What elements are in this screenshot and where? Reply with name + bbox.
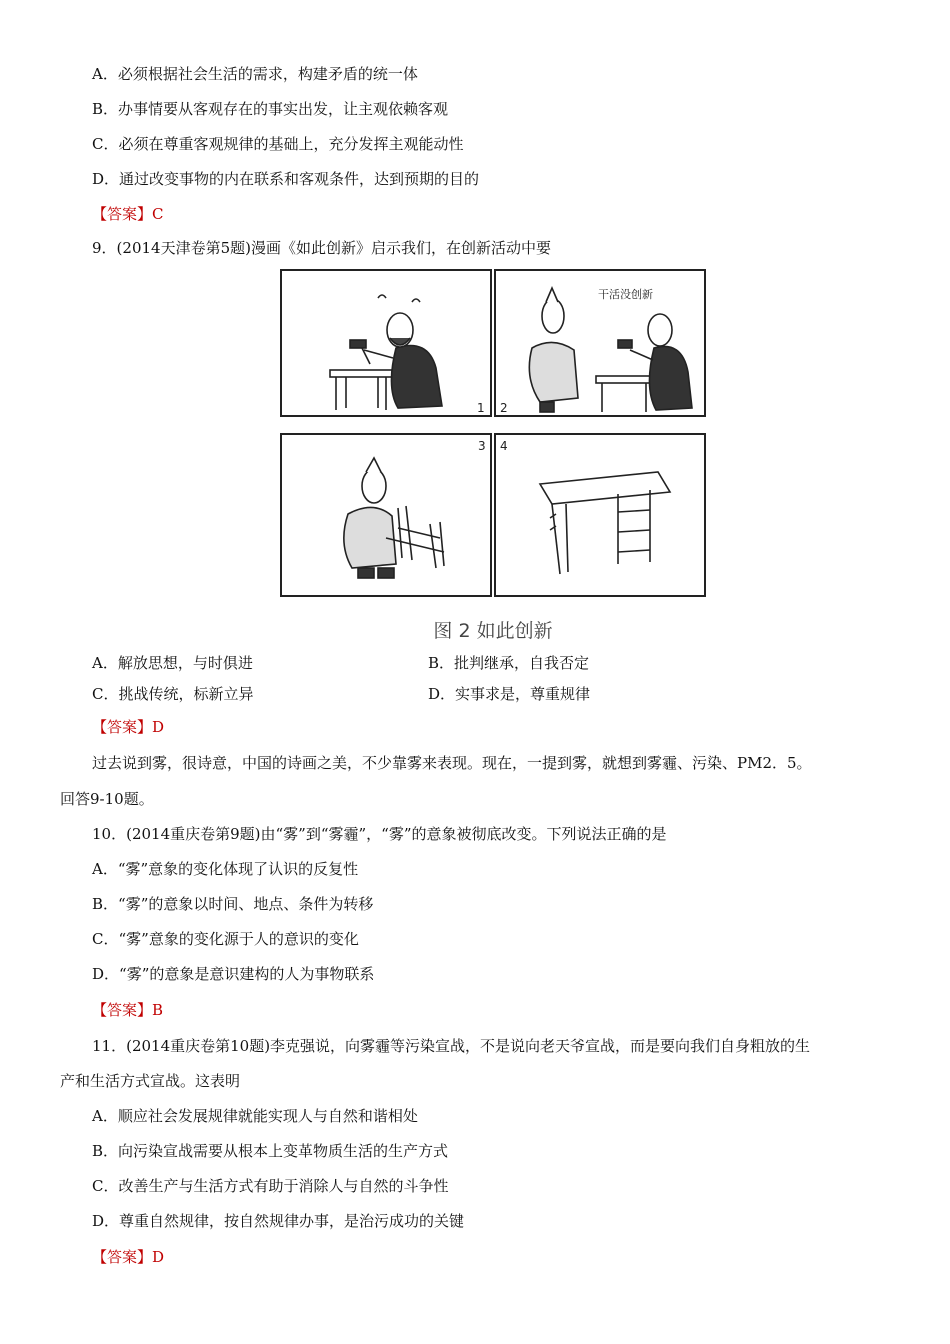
q9-stem: 9．(2014天津卷第5题)漫画《如此创新》启示我们，在创新活动中要: [92, 239, 551, 257]
passage-line-1: 过去说到雾，很诗意，中国的诗画之美，不少靠雾来表现。现在，一提到雾，就想到雾霾、污染、PM2．5。: [92, 754, 812, 772]
panel-number-1: 1: [477, 401, 485, 415]
answer-value: D: [152, 1248, 165, 1266]
answer-label: 【答案】: [92, 1001, 153, 1019]
q11-option-a: A．顺应社会发展规律就能实现人与自然和谐相处: [92, 1107, 418, 1125]
q10-option-a: A．“雾”意象的变化体现了认识的反复性: [92, 860, 359, 878]
q9-option-a: A．解放思想，与时俱进: [92, 654, 253, 672]
cartoon-figure: [278, 268, 708, 646]
panel-number-4: 4: [500, 439, 508, 453]
q8-option-d: D．通过改变事物的内在联系和客观条件，达到预期的目的: [92, 170, 480, 188]
q11-answer: [92, 1247, 164, 1267]
answer-value: D: [152, 718, 165, 736]
q11-option-b: B．向污染宣战需要从根本上变革物质生活的生产方式: [92, 1142, 449, 1160]
panel-number-2: 2: [500, 401, 508, 415]
answer-label: 【答案】: [92, 718, 153, 736]
q9-option-b: B．批判继承，自我否定: [428, 654, 590, 672]
q9-option-c: C．挑战传统，标新立异: [92, 685, 254, 703]
q11-option-d: D．尊重自然规律，按自然规律办事，是治污成功的关键: [92, 1212, 465, 1230]
q8-option-a: A．必须根据社会生活的需求，构建矛盾的统一体: [92, 65, 418, 83]
q11-stem-line-1: 11．(2014重庆卷第10题)李克强说，向雾霾等污染宣战，不是说向老天爷宣战，而是要向我们自身粗放的生: [92, 1037, 811, 1055]
panel-4-scene: [540, 472, 670, 574]
q11-option-c: C．改善生产与生活方式有助于消除人与自然的斗争性: [92, 1177, 449, 1195]
q10-option-b: B．“雾”的意象以时间、地点、条件为转移: [92, 895, 374, 913]
panel-3-scene: [344, 458, 444, 578]
q9-answer: [92, 717, 164, 737]
figure-caption: 图 2 如此创新: [433, 620, 553, 642]
answer-value: B: [152, 1001, 164, 1019]
passage-line-2: 回答9-10题。: [60, 790, 154, 808]
q8-option-b: B．办事情要从客观存在的事实出发，让主观依赖客观: [92, 100, 449, 118]
answer-label: 【答案】: [92, 205, 153, 223]
answer-label: 【答案】: [92, 1248, 153, 1266]
q8-answer: [92, 204, 164, 224]
panel-number-3: 3: [478, 439, 486, 453]
q10-option-d: D．“雾”的意象是意识建构的人为事物联系: [92, 965, 375, 983]
panel-1-scene: [330, 295, 442, 410]
speech-bubble-text: 干活没创新: [598, 288, 653, 301]
panel-2-scene: [529, 288, 692, 412]
answer-value: C: [152, 205, 164, 223]
cartoon-illustration: [278, 268, 708, 608]
q10-option-c: C．“雾”意象的变化源于人的意识的变化: [92, 930, 359, 948]
panel-4-frame: [495, 434, 705, 596]
q9-option-d: D．实事求是，尊重规律: [428, 685, 591, 703]
q11-stem-line-2: 产和生活方式宣战。这表明: [60, 1072, 241, 1090]
q10-stem: 10．(2014重庆卷第9题)由“雾”到“雾霾”，“雾”的意象被彻底改变。下列说法正确的是: [92, 825, 667, 843]
q10-answer: [92, 1000, 163, 1020]
q8-option-c: C．必须在尊重客观规律的基础上，充分发挥主观能动性: [92, 135, 464, 153]
